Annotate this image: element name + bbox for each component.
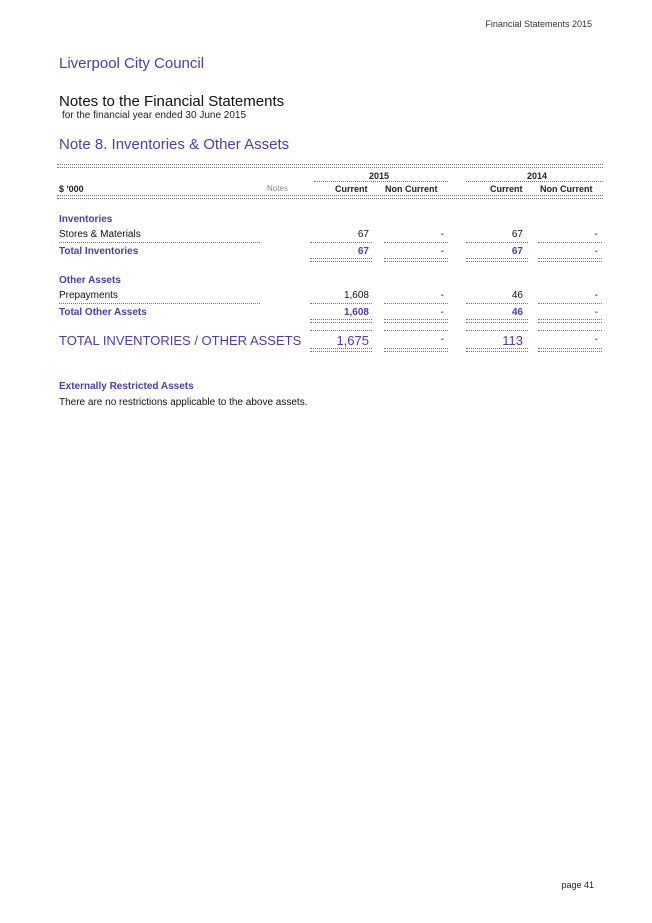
- rule: [538, 348, 602, 352]
- rule: [538, 330, 602, 331]
- page-number: page 41: [561, 880, 594, 890]
- prepayments-current-2014: 46: [511, 290, 523, 301]
- year-2015-header: 2015: [368, 171, 390, 181]
- document-header: Financial Statements 2015: [485, 19, 592, 29]
- total-other-assets-label: Total Other Assets: [59, 307, 147, 318]
- restricted-assets-text: There are no restrictions applicable to the above assets.: [59, 397, 308, 408]
- rule: [466, 303, 528, 304]
- total-inventories-noncurrent-2015: -: [440, 246, 444, 257]
- stores-current-2015: 67: [357, 229, 369, 240]
- organisation-name: Liverpool City Council: [59, 55, 205, 72]
- rule: [466, 258, 528, 262]
- year-2015-underline: [314, 181, 448, 182]
- row-label-stores: Stores & Materials: [59, 229, 141, 240]
- document-title: Notes to the Financial Statements: [59, 93, 285, 110]
- row-label-prepayments: Prepayments: [59, 290, 118, 301]
- rule: [538, 303, 602, 304]
- year-2014-underline: [466, 181, 603, 182]
- rule: [59, 303, 260, 304]
- col-current-2015: Current: [335, 184, 368, 194]
- rule: [384, 330, 448, 331]
- rule: [384, 319, 448, 323]
- unit-label: $ '000: [59, 184, 84, 194]
- rule: [384, 242, 448, 243]
- grand-total-noncurrent-2015: -: [440, 334, 444, 345]
- section-title-other-assets: Other Assets: [59, 275, 121, 286]
- rule: [538, 242, 602, 243]
- total-inventories-current-2014: 67: [511, 246, 523, 257]
- stores-noncurrent-2015: -: [440, 229, 444, 240]
- total-inventories-current-2015: 67: [357, 246, 369, 257]
- rule: [538, 319, 602, 323]
- stores-noncurrent-2014: -: [594, 229, 598, 240]
- grand-total-label: TOTAL INVENTORIES / OTHER ASSETS: [59, 333, 302, 348]
- rule: [310, 242, 372, 243]
- table-top-rule: [57, 164, 603, 168]
- header-bottom-rule: [57, 195, 603, 199]
- note-heading: Note 8. Inventories & Other Assets: [59, 136, 290, 153]
- rule: [466, 242, 528, 243]
- grand-total-current-2015: 1,675: [336, 333, 369, 348]
- total-other-assets-current-2014: 46: [511, 307, 523, 318]
- rule: [538, 258, 602, 262]
- total-other-assets-noncurrent-2014: -: [594, 307, 598, 318]
- total-inventories-label: Total Inventories: [59, 246, 139, 257]
- rule: [310, 319, 372, 323]
- rule: [310, 303, 372, 304]
- year-2014-header: 2014: [526, 171, 548, 181]
- rule: [384, 348, 448, 352]
- rule: [466, 330, 528, 331]
- rule: [466, 348, 528, 352]
- col-non-current-2015: Non Current: [385, 184, 438, 194]
- total-other-assets-noncurrent-2015: -: [440, 307, 444, 318]
- prepayments-current-2015: 1,608: [343, 290, 369, 301]
- rule: [384, 258, 448, 262]
- grand-total-noncurrent-2014: -: [594, 334, 598, 345]
- col-current-2014: Current: [490, 184, 523, 194]
- col-non-current-2014: Non Current: [540, 184, 593, 194]
- rule: [310, 258, 372, 262]
- grand-total-current-2014: 113: [502, 333, 523, 348]
- rule: [59, 242, 260, 243]
- notes-column-header: Notes: [267, 184, 288, 193]
- rule: [384, 303, 448, 304]
- rule: [310, 330, 372, 331]
- rule: [466, 319, 528, 323]
- document-subtitle: for the financial year ended 30 June 2015: [62, 110, 247, 121]
- prepayments-noncurrent-2014: -: [594, 290, 598, 301]
- prepayments-noncurrent-2015: -: [440, 290, 444, 301]
- rule: [310, 348, 372, 352]
- total-inventories-noncurrent-2014: -: [594, 246, 598, 257]
- section-title-inventories: Inventories: [59, 214, 113, 225]
- restricted-assets-heading: Externally Restricted Assets: [59, 381, 194, 392]
- total-other-assets-current-2015: 1,608: [343, 307, 369, 318]
- stores-current-2014: 67: [511, 229, 523, 240]
